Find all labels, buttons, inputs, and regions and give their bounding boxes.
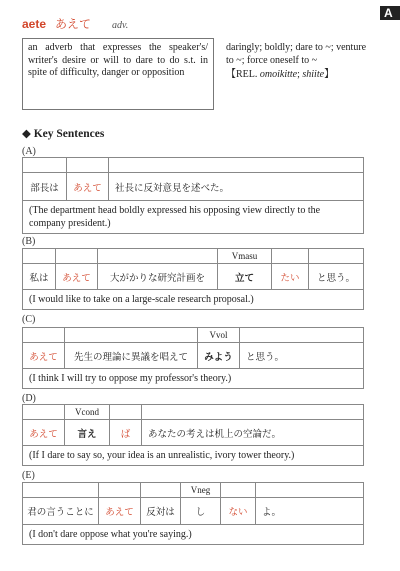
sentence-translation-a: (The department head boldly expressed his opposing view directly to the company president.)	[29, 205, 321, 229]
sentence-box-c	[22, 327, 364, 389]
sentence-cell: 部長は	[23, 158, 67, 200]
entry-kana: あえて	[55, 17, 92, 31]
entry-romaji: aete	[22, 17, 47, 31]
sentence-cell: よ。	[256, 483, 363, 524]
key-sentences-title: ◆ Key Sentences	[22, 128, 105, 140]
sentence-cell: 大がかりな研究計画を	[98, 249, 218, 289]
sentence-cell: 先生の理論に異議を唱えて	[65, 328, 198, 368]
sentence-cell: と思う。	[309, 249, 363, 289]
part-of-speech: adv.	[112, 20, 129, 31]
sentence-translation-c: (I think I will try to oppose my professor's theory.)	[29, 373, 232, 384]
sentence-cell: 君の言うことに	[23, 483, 99, 524]
sentence-label-c: (C)	[22, 314, 36, 325]
sentence-cell: あなたの考えは机上の空論だ。	[142, 405, 363, 445]
sentence-label-a: (A)	[22, 146, 36, 157]
sentence-label-e: (E)	[22, 470, 35, 481]
index-tab-marker: A	[380, 6, 400, 20]
sentence-translation-b: (I would like to take on a large-scale research proposal.)	[29, 294, 254, 305]
sentence-cell: Vneg し	[181, 483, 221, 524]
sentence-translation-d: (If I dare to say so, your idea is an unrealistic, ivory tower theory.)	[29, 450, 295, 461]
sentence-cell: 社長に反対意見を述べた。	[109, 158, 363, 200]
sentence-cell: あえて	[67, 158, 109, 200]
sentence-cell: あえて	[56, 249, 98, 289]
sentence-box-b	[22, 248, 364, 310]
sentence-cell: あえて	[99, 483, 141, 524]
sentence-box-d	[22, 404, 364, 466]
sentence-cell: Vcond 言え	[65, 405, 110, 445]
translation-block	[226, 42, 376, 82]
sentence-cell: たい	[272, 249, 309, 289]
entry-header	[22, 15, 128, 32]
related-expressions: 【REL. omoikitte; shiite】	[226, 69, 335, 80]
sentence-cell: ば	[110, 405, 142, 445]
sentence-box-e	[22, 482, 364, 545]
sentence-cell: と思う。	[240, 328, 363, 368]
sentence-cell: Vvol みよう	[198, 328, 240, 368]
sentence-cell: ない	[221, 483, 256, 524]
sentence-cell: 私は	[23, 249, 56, 289]
sentence-translation-e: (I don't dare oppose what you're saying.)	[29, 529, 192, 540]
sentence-box-a	[22, 157, 364, 234]
sentence-cell: あえて	[23, 328, 65, 368]
sentence-cell: Vmasu 立て	[218, 249, 272, 289]
definition-box: an adverb that expresses the speaker's/ writer's desire or will to dare to do s.t. in spite of difficulty, danger or opposition	[22, 38, 214, 110]
translations: daringly; boldly; dare to ~; venture to ~; force oneself to ~	[226, 42, 367, 66]
sentence-cell: あえて	[23, 405, 65, 445]
sentence-label-d: (D)	[22, 393, 36, 404]
sentence-cell: 反対は	[141, 483, 181, 524]
sentence-label-b: (B)	[22, 236, 36, 247]
